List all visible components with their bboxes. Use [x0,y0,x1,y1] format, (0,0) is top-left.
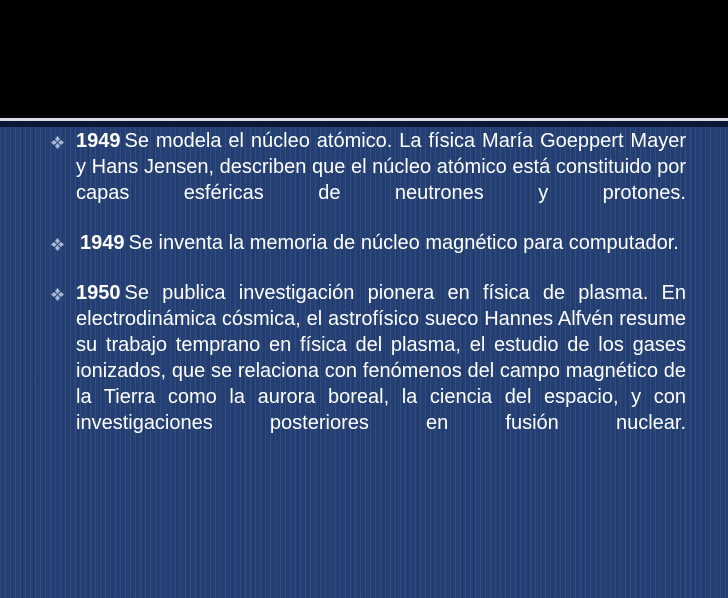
four-diamond-bullet-icon [51,238,64,251]
bullet-body: Se inventa la memoria de núcleo magnético para computador. [128,232,679,254]
bullet-list [52,128,686,460]
bullet-item-1950-plasma-physics [52,280,686,436]
year-label: 1949 [80,232,125,254]
bullet-item-1949-nucleus-model [52,128,686,206]
bullet-body: Se modela el núcleo atómico. La física María Goeppert Mayer y Hans Jensen, describen que el núcleo atómico está constituido por capas esféricas de neutrones y protones. [76,130,686,204]
four-diamond-bullet-icon [51,136,64,149]
year-label: 1949 [76,130,121,152]
bullet-item-1949-core-memory [52,230,686,256]
title-area [0,0,728,118]
content-area [0,127,728,598]
four-diamond-bullet-icon [51,288,64,301]
bullet-body: Se publica investigación pionera en física de plasma. En electrodinámica cósmica, el astrofísico sueco Hannes Alfvén resume su trabajo temprano en física del plasma, el estudio de los gases ionizados, que se relaciona con fenómenos del campo magnético de la Tierra como la aurora boreal, la ciencia del espacio, y con investigaciones posteriores en fusión nuclear. [76,282,686,434]
year-label: 1950 [76,282,121,304]
bullet-text [76,230,686,256]
bullet-text [76,280,686,436]
bullet-text [76,128,686,206]
